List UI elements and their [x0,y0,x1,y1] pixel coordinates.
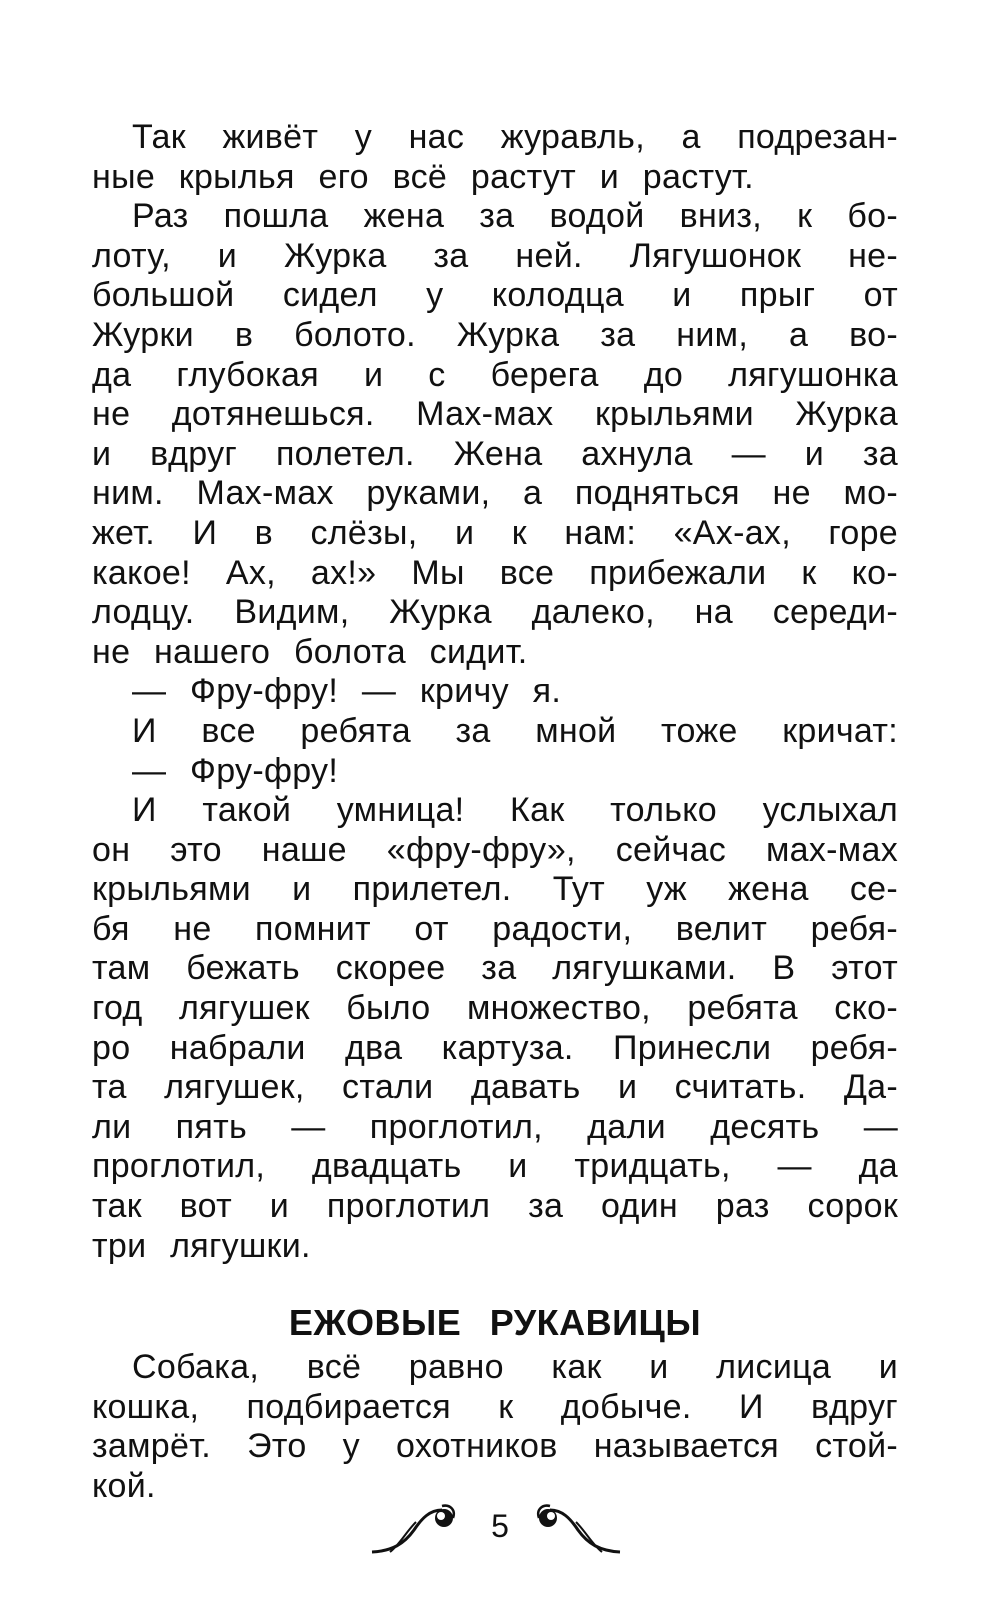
text-line: бя не помнит от радости, велит ребя- [92,909,898,948]
section-heading: ЕЖОВЫЕ РУКАВИЦЫ [288,1302,702,1344]
text-line: ные крылья его всё растут и растут. [92,157,754,196]
text-line: — Фру-фру! [132,751,339,790]
page-content [92,118,898,1507]
text-line: какое! Ах, ах!» Мы все прибежали к ко- [92,553,898,592]
text-line: кой. [92,1467,156,1505]
text-line: ним. Мах-мах руками, а подняться не мо- [92,474,898,513]
text-line: он это наше «фру-фру», сейчас мах-мах [92,830,898,869]
text-line: проглотил, двадцать и тридцать, — да [92,1147,898,1186]
text-line: И все ребята за мной тоже кричат: [132,711,898,750]
text-line: жет. И в слёзы, и к нам: «Ах-ах, горе [92,513,898,552]
text-line: лоту, и Журка за ней. Лягушонок не- [92,236,898,275]
text-line: три лягушки. [92,1226,311,1265]
text-line: ро набрали два картуза. Принесли ребя- [92,1028,898,1067]
text-line: лодцу. Видим, Журка далеко, на середи- [92,593,898,632]
text-line: Раз пошла жена за водой вниз, к бо- [132,197,898,236]
text-line: там бежать скорее за лягушками. В этот [92,949,898,988]
page-number: 5 [491,1508,509,1544]
page-footer [0,1500,1000,1560]
text-line: Собака, всё равно как и лисица и [132,1348,898,1387]
scroll-ornament-right-icon [530,1504,622,1561]
text-line: и вдруг полетел. Жена ахнула — и за [92,434,898,473]
text-line: кошка, подбирается к добыче. И вдруг [92,1387,898,1426]
text-line: Журки в болото. Журка за ним, а во- [92,315,898,354]
text-line: — Фру-фру! — кричу я. [132,672,562,711]
scroll-ornament-left-icon [370,1504,462,1561]
section-text [92,1348,898,1506]
text-line: Так живёт у нас журавль, а подрезан- [132,118,898,156]
text-line: не нашего болота сидит. [92,632,528,671]
story-text [92,118,898,1266]
text-line: замрёт. Это у охотников называется стой- [92,1427,898,1466]
text-line: не дотянешься. Мах-мах крыльями Журка [92,395,898,434]
text-line: И такой умница! Как только услыхал [132,791,898,830]
text-line: та лягушек, стали давать и считать. Да- [92,1068,898,1107]
text-line: да глубокая и с берега до лягушонка [92,355,898,394]
text-line: год лягушек было множество, ребята ско- [92,989,898,1028]
text-line: крыльями и прилетел. Тут уж жена се- [92,870,898,909]
text-line: большой сидел у колодца и прыг от [92,276,898,315]
text-line: ли пять — проглотил, дали десять — [92,1107,898,1146]
text-line: так вот и проглотил за один раз сорок [92,1187,898,1226]
